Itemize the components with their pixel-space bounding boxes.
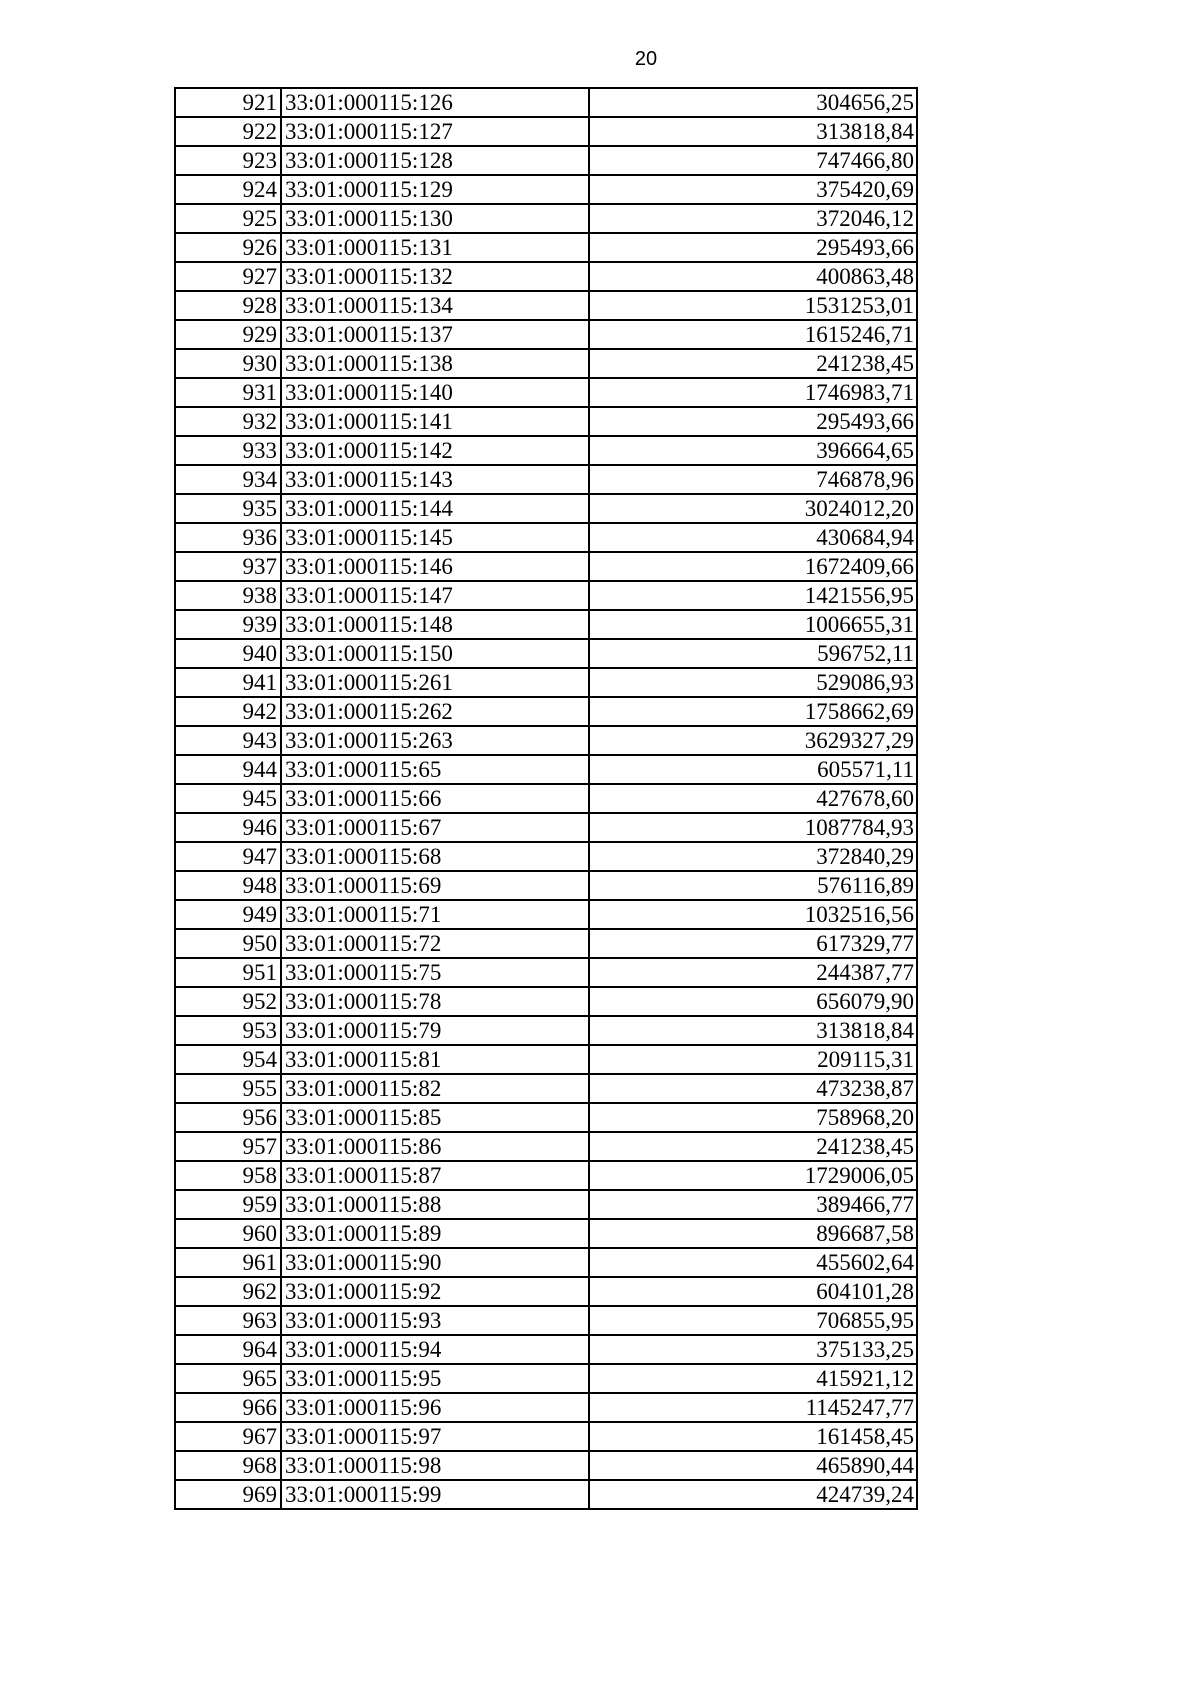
table-row	[175, 1335, 917, 1364]
value-cell: 1758662,69	[589, 697, 917, 726]
cadastral-number-cell: 33:01:000115:82	[281, 1074, 589, 1103]
table-row	[175, 842, 917, 871]
table-row	[175, 349, 917, 378]
value-cell: 706855,95	[589, 1306, 917, 1335]
value-cell: 375133,25	[589, 1335, 917, 1364]
row-number-cell: 951	[175, 958, 281, 987]
value-cell: 473238,87	[589, 1074, 917, 1103]
table-row	[175, 146, 917, 175]
table-row	[175, 1451, 917, 1480]
row-number-cell: 936	[175, 523, 281, 552]
cadastral-number-cell: 33:01:000115:147	[281, 581, 589, 610]
cadastral-number-cell: 33:01:000115:142	[281, 436, 589, 465]
cadastral-number-cell: 33:01:000115:129	[281, 175, 589, 204]
row-number-cell: 926	[175, 233, 281, 262]
cadastral-number-cell: 33:01:000115:262	[281, 697, 589, 726]
row-number-cell: 947	[175, 842, 281, 871]
cadastral-number-cell: 33:01:000115:92	[281, 1277, 589, 1306]
row-number-cell: 927	[175, 262, 281, 291]
value-cell: 1087784,93	[589, 813, 917, 842]
row-number-cell: 924	[175, 175, 281, 204]
cadastral-number-cell: 33:01:000115:146	[281, 552, 589, 581]
cadastral-number-cell: 33:01:000115:134	[281, 291, 589, 320]
value-cell: 3629327,29	[589, 726, 917, 755]
cadastral-number-cell: 33:01:000115:140	[281, 378, 589, 407]
value-cell: 400863,48	[589, 262, 917, 291]
value-cell: 415921,12	[589, 1364, 917, 1393]
table-row	[175, 987, 917, 1016]
value-cell: 372840,29	[589, 842, 917, 871]
value-cell: 1615246,71	[589, 320, 917, 349]
cadastral-number-cell: 33:01:000115:261	[281, 668, 589, 697]
table-row	[175, 88, 917, 117]
row-number-cell: 952	[175, 987, 281, 1016]
parcel-table-container	[174, 87, 918, 1510]
row-number-cell: 966	[175, 1393, 281, 1422]
value-cell: 605571,11	[589, 755, 917, 784]
cadastral-number-cell: 33:01:000115:137	[281, 320, 589, 349]
value-cell: 396664,65	[589, 436, 917, 465]
value-cell: 604101,28	[589, 1277, 917, 1306]
cadastral-number-cell: 33:01:000115:126	[281, 88, 589, 117]
value-cell: 896687,58	[589, 1219, 917, 1248]
value-cell: 375420,69	[589, 175, 917, 204]
row-number-cell: 921	[175, 88, 281, 117]
cadastral-number-cell: 33:01:000115:75	[281, 958, 589, 987]
cadastral-number-cell: 33:01:000115:150	[281, 639, 589, 668]
row-number-cell: 957	[175, 1132, 281, 1161]
value-cell: 746878,96	[589, 465, 917, 494]
cadastral-number-cell: 33:01:000115:144	[281, 494, 589, 523]
table-row	[175, 1074, 917, 1103]
row-number-cell: 929	[175, 320, 281, 349]
cadastral-number-cell: 33:01:000115:145	[281, 523, 589, 552]
value-cell: 372046,12	[589, 204, 917, 233]
value-cell: 747466,80	[589, 146, 917, 175]
row-number-cell: 956	[175, 1103, 281, 1132]
row-number-cell: 953	[175, 1016, 281, 1045]
value-cell: 758968,20	[589, 1103, 917, 1132]
cadastral-number-cell: 33:01:000115:99	[281, 1480, 589, 1509]
table-row	[175, 1248, 917, 1277]
row-number-cell: 954	[175, 1045, 281, 1074]
cadastral-number-cell: 33:01:000115:93	[281, 1306, 589, 1335]
cadastral-number-cell: 33:01:000115:97	[281, 1422, 589, 1451]
table-row	[175, 610, 917, 639]
row-number-cell: 937	[175, 552, 281, 581]
row-number-cell: 940	[175, 639, 281, 668]
table-row	[175, 262, 917, 291]
row-number-cell: 968	[175, 1451, 281, 1480]
table-row	[175, 233, 917, 262]
table-row	[175, 291, 917, 320]
value-cell: 1145247,77	[589, 1393, 917, 1422]
value-cell: 424739,24	[589, 1480, 917, 1509]
row-number-cell: 964	[175, 1335, 281, 1364]
row-number-cell: 939	[175, 610, 281, 639]
cadastral-number-cell: 33:01:000115:68	[281, 842, 589, 871]
row-number-cell: 928	[175, 291, 281, 320]
table-row	[175, 1480, 917, 1509]
row-number-cell: 955	[175, 1074, 281, 1103]
table-row	[175, 958, 917, 987]
row-number-cell: 931	[175, 378, 281, 407]
cadastral-number-cell: 33:01:000115:90	[281, 1248, 589, 1277]
table-row	[175, 697, 917, 726]
cadastral-number-cell: 33:01:000115:78	[281, 987, 589, 1016]
cadastral-number-cell: 33:01:000115:127	[281, 117, 589, 146]
row-number-cell: 967	[175, 1422, 281, 1451]
row-number-cell: 935	[175, 494, 281, 523]
value-cell: 304656,25	[589, 88, 917, 117]
value-cell: 427678,60	[589, 784, 917, 813]
table-row	[175, 1393, 917, 1422]
row-number-cell: 949	[175, 900, 281, 929]
row-number-cell: 933	[175, 436, 281, 465]
table-row	[175, 900, 917, 929]
value-cell: 295493,66	[589, 233, 917, 262]
row-number-cell: 922	[175, 117, 281, 146]
parcel-table	[174, 87, 918, 1510]
cadastral-number-cell: 33:01:000115:85	[281, 1103, 589, 1132]
value-cell: 209115,31	[589, 1045, 917, 1074]
table-row	[175, 929, 917, 958]
row-number-cell: 942	[175, 697, 281, 726]
row-number-cell: 965	[175, 1364, 281, 1393]
table-row	[175, 1016, 917, 1045]
table-row	[175, 117, 917, 146]
row-number-cell: 963	[175, 1306, 281, 1335]
cadastral-number-cell: 33:01:000115:263	[281, 726, 589, 755]
table-row	[175, 639, 917, 668]
table-row	[175, 175, 917, 204]
value-cell: 313818,84	[589, 117, 917, 146]
value-cell: 576116,89	[589, 871, 917, 900]
value-cell: 430684,94	[589, 523, 917, 552]
cadastral-number-cell: 33:01:000115:128	[281, 146, 589, 175]
value-cell: 1746983,71	[589, 378, 917, 407]
value-cell: 389466,77	[589, 1190, 917, 1219]
row-number-cell: 946	[175, 813, 281, 842]
value-cell: 1006655,31	[589, 610, 917, 639]
value-cell: 596752,11	[589, 639, 917, 668]
value-cell: 617329,77	[589, 929, 917, 958]
row-number-cell: 932	[175, 407, 281, 436]
cadastral-number-cell: 33:01:000115:66	[281, 784, 589, 813]
table-row	[175, 204, 917, 233]
cadastral-number-cell: 33:01:000115:95	[281, 1364, 589, 1393]
cadastral-number-cell: 33:01:000115:67	[281, 813, 589, 842]
table-row	[175, 581, 917, 610]
row-number-cell: 943	[175, 726, 281, 755]
table-row	[175, 1045, 917, 1074]
cadastral-number-cell: 33:01:000115:131	[281, 233, 589, 262]
table-row	[175, 813, 917, 842]
table-row	[175, 523, 917, 552]
value-cell: 295493,66	[589, 407, 917, 436]
row-number-cell: 958	[175, 1161, 281, 1190]
cadastral-number-cell: 33:01:000115:65	[281, 755, 589, 784]
table-row	[175, 1103, 917, 1132]
cadastral-number-cell: 33:01:000115:132	[281, 262, 589, 291]
table-row	[175, 552, 917, 581]
row-number-cell: 930	[175, 349, 281, 378]
cadastral-number-cell: 33:01:000115:143	[281, 465, 589, 494]
cadastral-number-cell: 33:01:000115:130	[281, 204, 589, 233]
table-row	[175, 755, 917, 784]
table-row	[175, 726, 917, 755]
cadastral-number-cell: 33:01:000115:71	[281, 900, 589, 929]
table-row	[175, 784, 917, 813]
value-cell: 455602,64	[589, 1248, 917, 1277]
cadastral-number-cell: 33:01:000115:81	[281, 1045, 589, 1074]
row-number-cell: 923	[175, 146, 281, 175]
value-cell: 241238,45	[589, 1132, 917, 1161]
table-row	[175, 1364, 917, 1393]
row-number-cell: 925	[175, 204, 281, 233]
cadastral-number-cell: 33:01:000115:86	[281, 1132, 589, 1161]
cadastral-number-cell: 33:01:000115:72	[281, 929, 589, 958]
row-number-cell: 948	[175, 871, 281, 900]
value-cell: 313818,84	[589, 1016, 917, 1045]
value-cell: 1032516,56	[589, 900, 917, 929]
table-row	[175, 494, 917, 523]
value-cell: 244387,77	[589, 958, 917, 987]
cadastral-number-cell: 33:01:000115:94	[281, 1335, 589, 1364]
cadastral-number-cell: 33:01:000115:141	[281, 407, 589, 436]
value-cell: 1531253,01	[589, 291, 917, 320]
table-row	[175, 871, 917, 900]
table-row	[175, 378, 917, 407]
value-cell: 1729006,05	[589, 1161, 917, 1190]
value-cell: 465890,44	[589, 1451, 917, 1480]
row-number-cell: 938	[175, 581, 281, 610]
value-cell: 1672409,66	[589, 552, 917, 581]
row-number-cell: 962	[175, 1277, 281, 1306]
table-row	[175, 1277, 917, 1306]
table-row	[175, 1132, 917, 1161]
table-row	[175, 1306, 917, 1335]
table-row	[175, 668, 917, 697]
row-number-cell: 961	[175, 1248, 281, 1277]
row-number-cell: 945	[175, 784, 281, 813]
table-row	[175, 1219, 917, 1248]
row-number-cell: 934	[175, 465, 281, 494]
cadastral-number-cell: 33:01:000115:96	[281, 1393, 589, 1422]
value-cell: 241238,45	[589, 349, 917, 378]
value-cell: 656079,90	[589, 987, 917, 1016]
table-row	[175, 465, 917, 494]
cadastral-number-cell: 33:01:000115:88	[281, 1190, 589, 1219]
table-row	[175, 1190, 917, 1219]
cadastral-number-cell: 33:01:000115:87	[281, 1161, 589, 1190]
row-number-cell: 944	[175, 755, 281, 784]
value-cell: 161458,45	[589, 1422, 917, 1451]
cadastral-number-cell: 33:01:000115:79	[281, 1016, 589, 1045]
cadastral-number-cell: 33:01:000115:69	[281, 871, 589, 900]
value-cell: 1421556,95	[589, 581, 917, 610]
table-row	[175, 1422, 917, 1451]
parcel-table-body	[175, 88, 917, 1509]
value-cell: 3024012,20	[589, 494, 917, 523]
row-number-cell: 960	[175, 1219, 281, 1248]
cadastral-number-cell: 33:01:000115:138	[281, 349, 589, 378]
cadastral-number-cell: 33:01:000115:89	[281, 1219, 589, 1248]
cadastral-number-cell: 33:01:000115:148	[281, 610, 589, 639]
row-number-cell: 959	[175, 1190, 281, 1219]
table-row	[175, 1161, 917, 1190]
row-number-cell: 950	[175, 929, 281, 958]
page-number: 20	[634, 48, 658, 70]
table-row	[175, 407, 917, 436]
cadastral-number-cell: 33:01:000115:98	[281, 1451, 589, 1480]
table-row	[175, 320, 917, 349]
row-number-cell: 969	[175, 1480, 281, 1509]
table-row	[175, 436, 917, 465]
row-number-cell: 941	[175, 668, 281, 697]
value-cell: 529086,93	[589, 668, 917, 697]
